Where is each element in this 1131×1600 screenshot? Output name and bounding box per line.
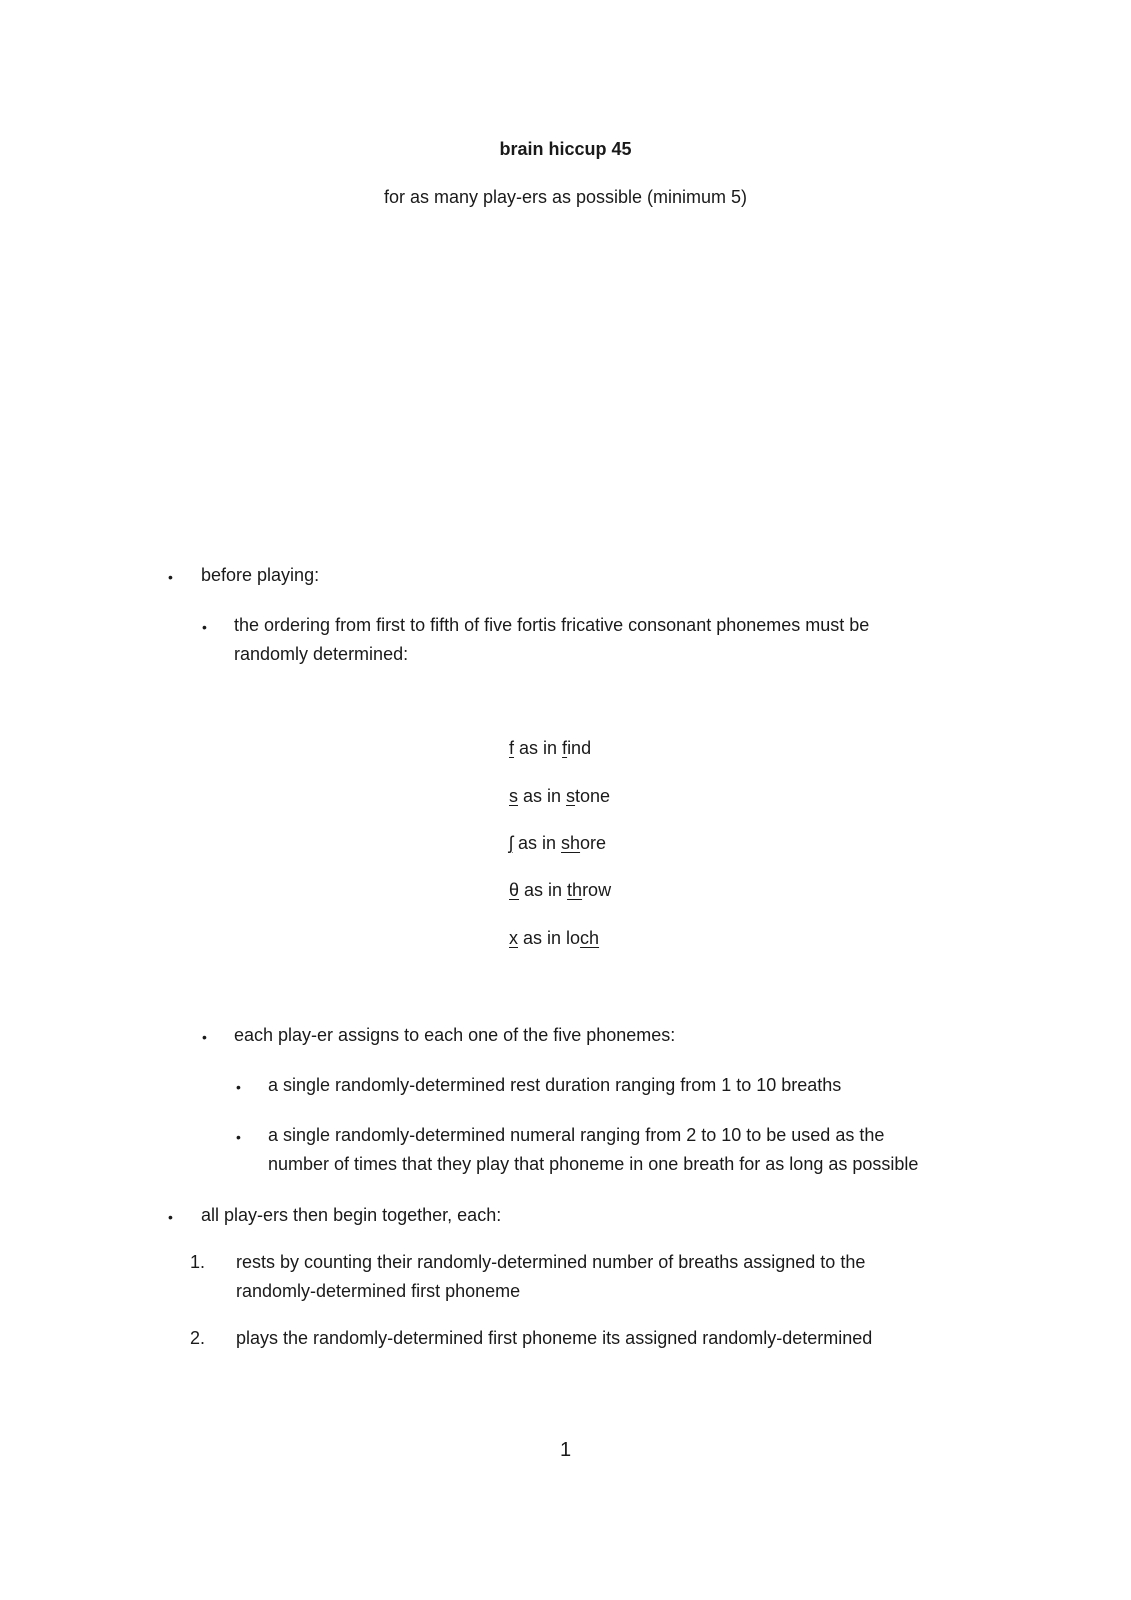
phoneme-item <box>509 926 599 950</box>
example-word-underlined: ch <box>580 928 600 948</box>
phoneme-item <box>509 736 591 760</box>
bullet-icon: • <box>202 619 207 635</box>
rest-duration-text: a single randomly-determined rest duration ranging from 1 to 10 breaths <box>268 1075 842 1095</box>
phoneme-connector: as in <box>519 880 568 900</box>
numeral-text-line2: number of times that they play that phoneme in one breath for as long as possible <box>268 1154 919 1174</box>
phoneme-symbol: f <box>509 738 515 758</box>
phoneme-symbol: ʃ <box>509 833 513 853</box>
example-word-suffix: row <box>582 880 612 900</box>
bullet-icon: • <box>236 1129 241 1145</box>
section-begin-label: all play-ers then begin together, each: <box>201 1205 502 1225</box>
example-word-suffix: tone <box>575 786 611 806</box>
ordering-text-line1: the ordering from first to fifth of five fortis fricative consonant phonemes must be <box>234 615 870 635</box>
page-number: 1 <box>559 1439 572 1461</box>
example-word-underlined: sh <box>561 833 581 853</box>
bullet-icon: • <box>168 1209 173 1225</box>
bullet-icon: • <box>168 569 173 585</box>
numeral-text-line1: a single randomly-determined numeral ranging from 2 to 10 to be used as the <box>268 1125 885 1145</box>
assign-text: each play-er assigns to each one of the five phonemes: <box>234 1025 676 1045</box>
phoneme-item <box>509 831 606 855</box>
example-word-suffix: ore <box>580 833 607 853</box>
phoneme-item <box>509 784 610 808</box>
example-word-underlined: th <box>567 880 583 900</box>
step-text-line1: rests by counting their randomly-determined number of breaths assigned to the <box>236 1252 866 1272</box>
phoneme-connector: as in <box>518 786 567 806</box>
phoneme-symbol: θ <box>509 880 520 900</box>
phoneme-symbol: s <box>509 786 518 806</box>
example-word-prefix: lo <box>566 928 581 948</box>
example-word-underlined: s <box>566 786 576 806</box>
phoneme-connector: as in <box>514 738 563 758</box>
step-text-line2: randomly-determined first phoneme <box>236 1281 521 1301</box>
phoneme-connector: as in <box>518 928 567 948</box>
step-number: 1. <box>190 1252 206 1272</box>
bullet-icon: • <box>236 1079 241 1095</box>
example-word-underlined: f <box>562 738 568 758</box>
bullet-icon: • <box>202 1029 207 1045</box>
section-before-playing-label: before playing: <box>201 565 320 585</box>
example-word-suffix: ind <box>567 738 592 758</box>
phoneme-connector: as in <box>513 833 562 853</box>
phoneme-item <box>509 878 611 902</box>
step-text-line1: plays the randomly-determined first phoneme its assigned randomly-determined <box>236 1328 873 1348</box>
document-subtitle: for as many play-ers as possible (minimum 5) <box>383 187 748 207</box>
phoneme-symbol: x <box>509 928 518 948</box>
ordering-text-line2: randomly determined: <box>234 644 409 664</box>
step-number: 2. <box>190 1328 206 1348</box>
document-title: brain hiccup 45 <box>499 139 632 159</box>
